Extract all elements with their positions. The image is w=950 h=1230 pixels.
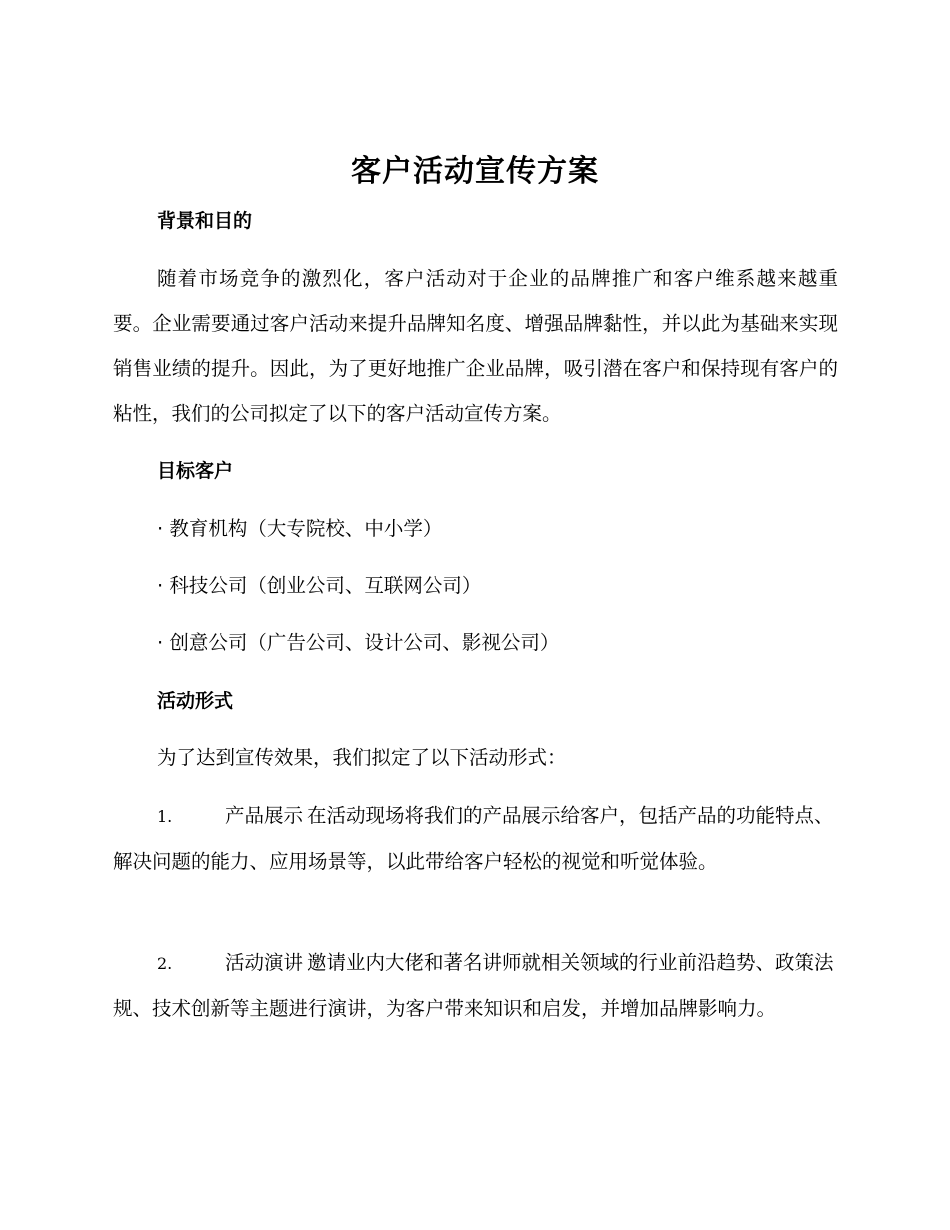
target-list-item: · 科技公司（创业公司、互联网公司）	[157, 574, 482, 597]
item-text: 邀请业内大佬和著名讲师就相关领域的行业前沿趋势、政策法规、技术创新等主题进行演讲，为客户带来知识和启发，并增加品牌影响力。	[113, 951, 834, 1020]
background-paragraph: 随着市场竞争的激烈化，客户活动对于企业的品牌推广和客户维系越来越重要。企业需要通过客户活动来提升品牌知名度、增强品牌黏性，并以此为基础来实现销售业绩的提升。因此，为了更好地推广企业品牌，吸引潜在客户和保持现有客户的粘性，我们的公司拟定了以下的客户活动宣传方案。	[113, 267, 838, 425]
section-heading-background: 背景和目的	[157, 210, 253, 232]
item-term: 活动演讲	[225, 951, 304, 974]
numbered-item	[113, 793, 838, 884]
numbered-item	[113, 940, 838, 1031]
section-heading-targets: 目标客户	[157, 460, 234, 482]
section-heading-forms: 活动形式	[157, 690, 234, 712]
forms-intro: 为了达到宣传效果，我们拟定了以下活动形式：	[157, 746, 567, 769]
item-text: 在活动现场将我们的产品展示给客户，包括产品的功能特点、解决问题的能力、应用场景等，以此带给客户轻松的视觉和听觉体验。	[113, 804, 834, 873]
target-list-item: · 创意公司（广告公司、设计公司、影视公司）	[157, 631, 560, 654]
item-number: 1.	[157, 807, 173, 826]
item-number: 2.	[157, 954, 173, 973]
item-term: 产品展示	[225, 804, 304, 827]
target-list-item: · 教育机构（大专院校、中小学）	[157, 517, 443, 540]
document-title: 客户活动宣传方案	[351, 154, 599, 189]
